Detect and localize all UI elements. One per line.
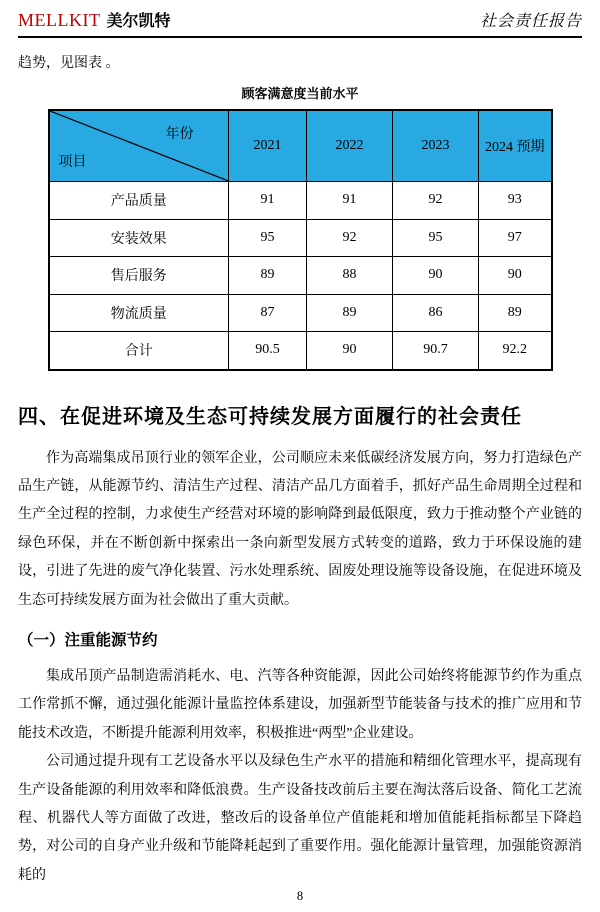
company-logo <box>18 8 171 31</box>
cell-value: 90 <box>307 332 393 370</box>
table-row <box>49 219 552 257</box>
report-title: 社会责任报告 <box>479 13 582 30</box>
table-row-total <box>49 332 552 370</box>
cell-value: 97 <box>479 219 552 257</box>
cell-value: 90.5 <box>229 332 307 370</box>
logo-text-cn: 美尔凯特 <box>106 13 171 30</box>
cell-value: 91 <box>307 182 393 220</box>
cell-value: 89 <box>307 294 393 332</box>
cell-value: 92 <box>393 182 479 220</box>
column-header-2021: 2021 <box>229 110 307 182</box>
paragraph-3: 公司通过提升现有工艺设备水平以及绿色生产水平的措施和精细化管理水平，提高现有生产设备能源的利用效率和降低浪费。生产设备技改前后主要在淘汰落后设备、简化工艺流程、机器代人等方面做了改进，整改后的设备单位产值能耗和增加值能耗指标都呈下降趋势，对公司的自身产业升级和节能降耗起到了重要作用。强化能源计量管理，加强能资源消耗的 <box>18 754 582 883</box>
table-corner-cell <box>49 110 229 182</box>
row-label: 售后服务 <box>49 257 229 295</box>
intro-line: 趋势，见图表 。 <box>18 56 120 71</box>
table-row <box>49 294 552 332</box>
cell-value: 95 <box>393 219 479 257</box>
column-header-2023: 2023 <box>393 110 479 182</box>
cell-value: 88 <box>307 257 393 295</box>
paragraph-1: 作为高端集成吊顶行业的领军企业，公司顺应未来低碳经济发展方向，努力打造绿色产品生产链，从能源节约、清洁生产过程、清洁产品几方面着手，抓好产品生命周期全过程和生产全过程的控制，力求使生产经营对环境的影响降到最低限度，致力于推动整个产业链的绿色环保，并在不断创新中探索出一条向新型发展方式转变的道路，致力于环保设施的建设，引进了先进的废气净化装置、污水处理系统、固废处理设施等设备设施，在促进环境及生态可持续发展方面为社会做出了重大贡献。 <box>18 450 582 608</box>
cell-value: 92.2 <box>479 332 552 370</box>
customer-satisfaction-table <box>48 109 553 371</box>
cell-value: 90 <box>479 257 552 295</box>
cell-value: 90 <box>393 257 479 295</box>
section-heading: 四、在促进环境及生态可持续发展方面履行的社会责任 <box>18 405 522 428</box>
cell-value: 92 <box>307 219 393 257</box>
row-label: 产品质量 <box>49 182 229 220</box>
cell-value: 90.7 <box>393 332 479 370</box>
page-header <box>18 8 582 38</box>
cell-value: 91 <box>229 182 307 220</box>
cell-value: 87 <box>229 294 307 332</box>
row-label: 安装效果 <box>49 219 229 257</box>
column-header-2024-forecast: 2024 预期 <box>479 110 552 182</box>
subsection-heading: （一）注重能源节约 <box>18 631 158 649</box>
table-row <box>49 257 552 295</box>
cell-value: 86 <box>393 294 479 332</box>
logo-text-en: MELLKIT <box>18 10 101 30</box>
cell-value: 93 <box>479 182 552 220</box>
column-header-2022: 2022 <box>307 110 393 182</box>
cell-value: 89 <box>479 294 552 332</box>
paragraph-2: 集成吊顶产品制造需消耗水、电、汽等各种资能源，因此公司始终将能源节约作为重点工作常抓不懈，通过强化能源计量监控体系建设，加强新型节能装备与技术的推广应用和节能技术改造，不断提升能源利用效率，积极推进“两型”企业建设。 <box>18 668 582 741</box>
corner-label-item: 项目 <box>58 155 87 170</box>
corner-label-year: 年份 <box>165 127 194 142</box>
page-number: 8 <box>296 889 304 903</box>
cell-value: 89 <box>229 257 307 295</box>
row-label: 物流质量 <box>49 294 229 332</box>
table-title: 顾客满意度当前水平 <box>241 86 359 101</box>
row-label: 合计 <box>49 332 229 370</box>
page-footer <box>0 889 600 904</box>
table-header-row <box>49 110 552 182</box>
cell-value: 95 <box>229 219 307 257</box>
table-row <box>49 182 552 220</box>
